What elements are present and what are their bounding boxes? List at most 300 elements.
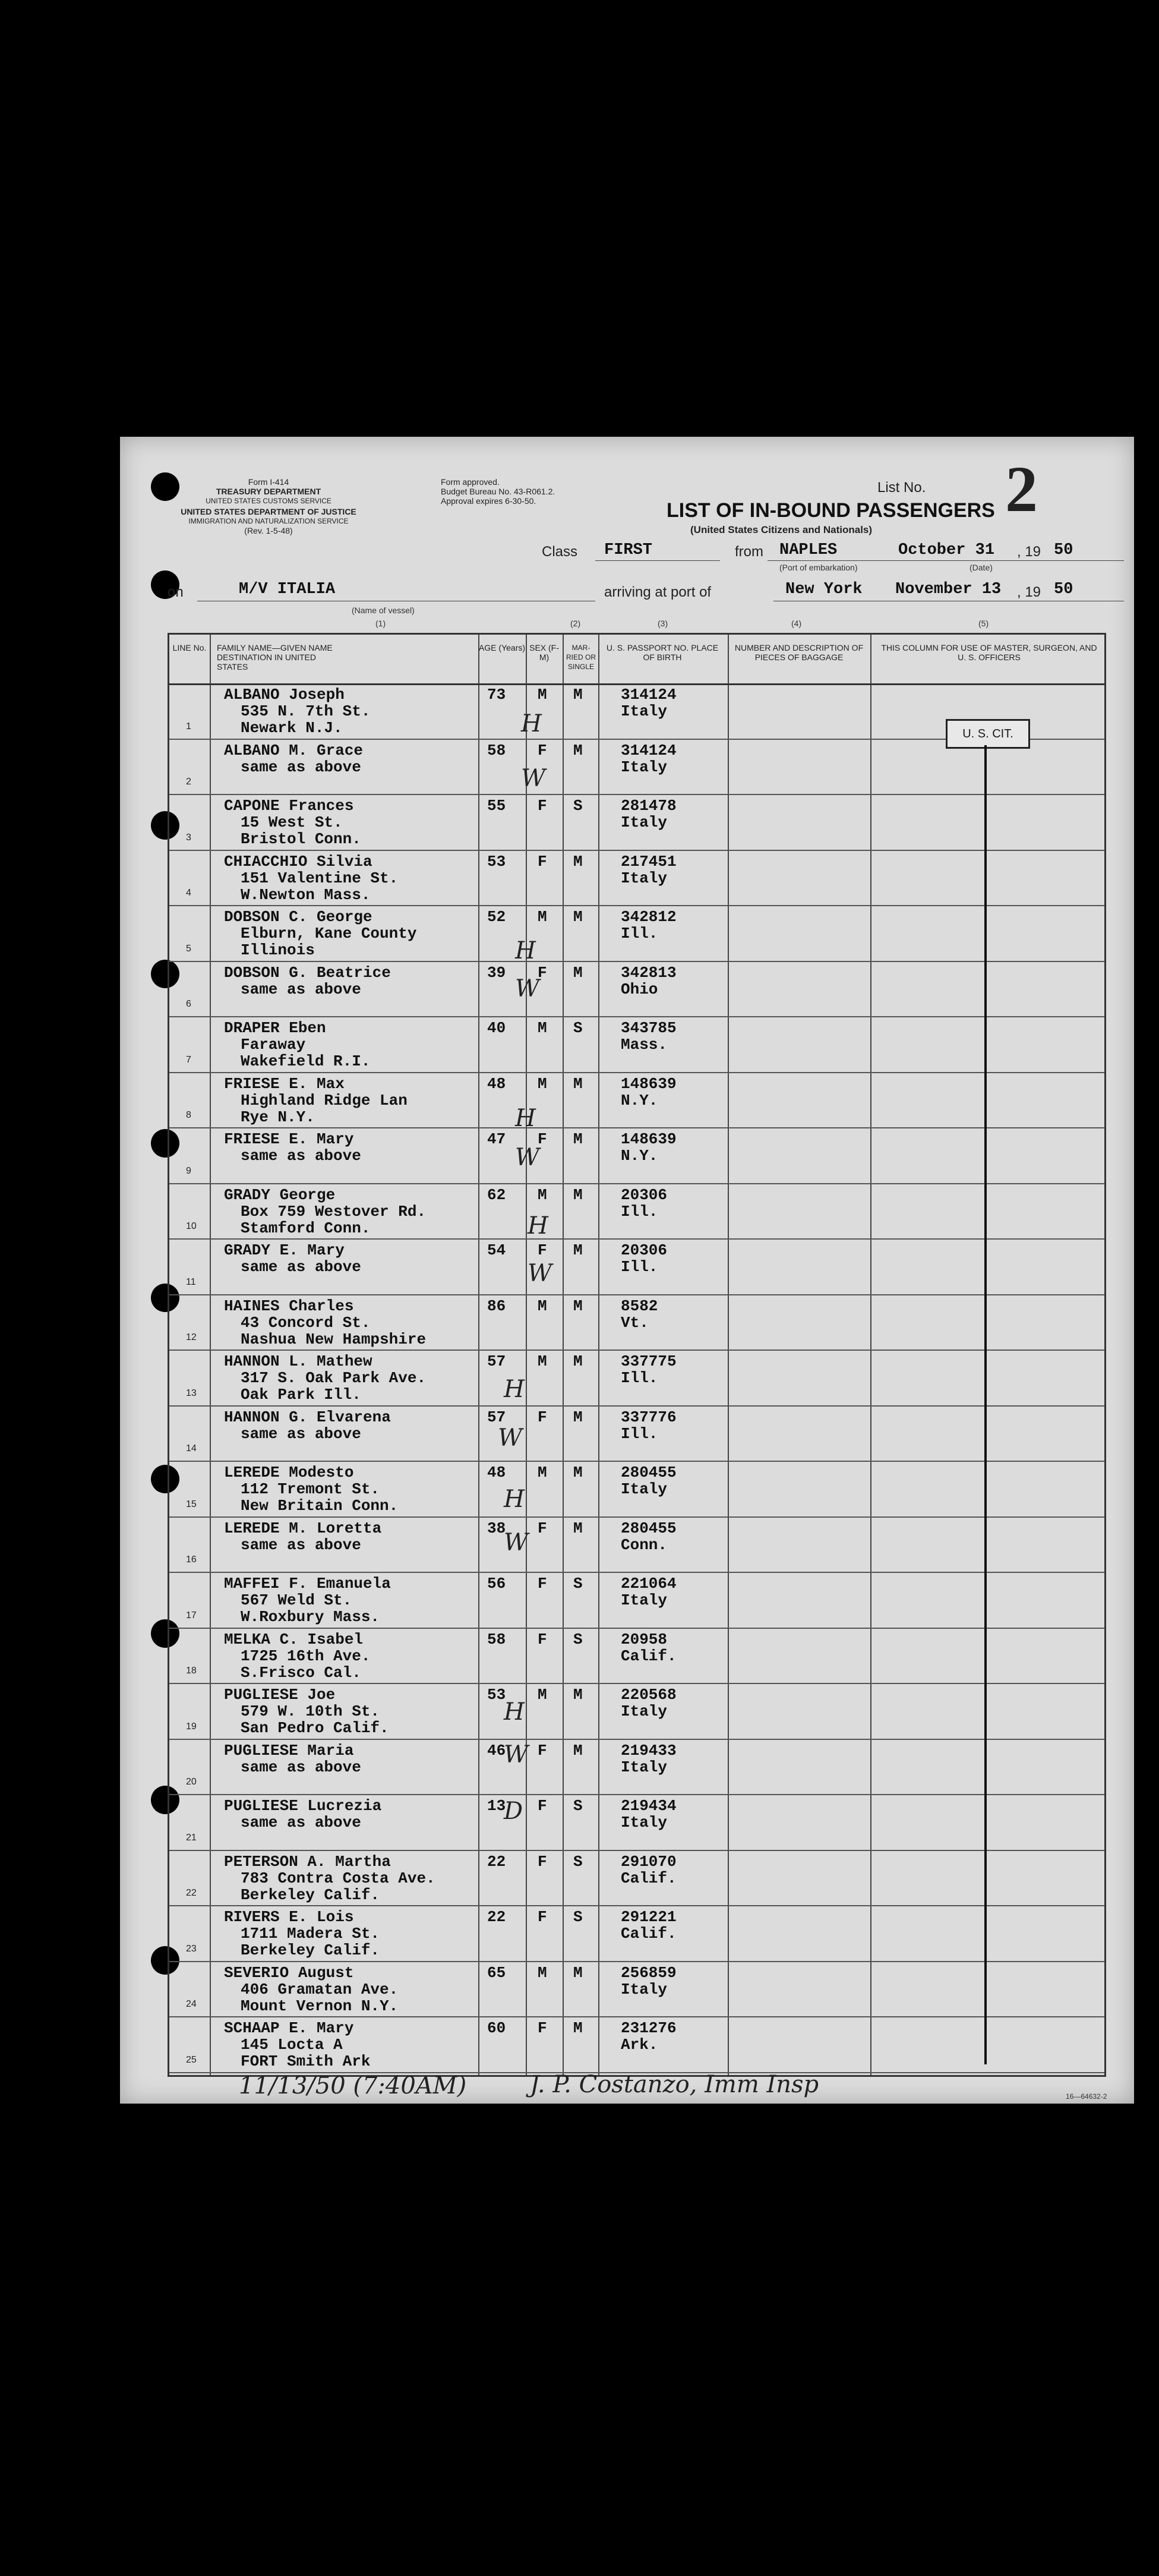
handwritten-mark: H bbox=[515, 1105, 536, 1132]
place-of-birth: Mass. bbox=[621, 1036, 668, 1054]
passport-number: 314124 bbox=[621, 686, 677, 704]
place-of-birth: Ill. bbox=[621, 1258, 658, 1276]
address-line-1: same as above bbox=[241, 1535, 361, 1554]
sex: F bbox=[538, 1408, 547, 1426]
age: 62 bbox=[487, 1185, 506, 1204]
inspector-signature: J. P. Costanzo, Imm Insp bbox=[530, 2071, 819, 2098]
sex: F bbox=[538, 1130, 547, 1148]
table-row bbox=[169, 1572, 1104, 1628]
header-sex: SEX (F-M) bbox=[529, 643, 559, 662]
line-number: 6 bbox=[186, 999, 191, 1009]
sex: M bbox=[538, 1352, 547, 1370]
place-of-birth: Ill. bbox=[621, 1369, 658, 1387]
line-number: 15 bbox=[186, 1499, 197, 1509]
line-number: 25 bbox=[186, 2054, 197, 2065]
address-line-1: same as above bbox=[241, 1814, 361, 1831]
table-row bbox=[169, 794, 1104, 850]
depart-year-prefix: , 19 bbox=[1017, 544, 1041, 560]
list-no-label: List No. bbox=[877, 480, 926, 496]
marital-status: S bbox=[573, 1852, 583, 1871]
place-of-birth: Italy bbox=[621, 1758, 668, 1776]
line-number: 19 bbox=[186, 1721, 197, 1732]
place-of-birth: Italy bbox=[621, 758, 668, 776]
marital-status: M bbox=[573, 1464, 583, 1481]
place-of-birth: Italy bbox=[621, 1702, 668, 1720]
col-number-2: (2) bbox=[570, 619, 581, 628]
age: 57 bbox=[487, 1352, 506, 1370]
us-citizen-stamp: U. S. CIT. bbox=[946, 719, 1030, 749]
from-label: from bbox=[735, 544, 763, 560]
marital-status: M bbox=[573, 908, 583, 926]
marital-status: S bbox=[573, 1908, 583, 1926]
marital-status: M bbox=[573, 1297, 583, 1315]
passenger-name: GRADY E. Mary bbox=[224, 1241, 345, 1259]
handwritten-mark: D bbox=[504, 1798, 523, 1825]
marital-status: M bbox=[573, 1352, 583, 1370]
header-officers: THIS COLUMN FOR USE OF MASTER, SURGEON, AND U. S. OFFICERS bbox=[881, 643, 1097, 662]
age: 54 bbox=[487, 1241, 506, 1259]
address-line-2: S.Frisco Cal. bbox=[241, 1663, 361, 1682]
address-line-2: Rye N.Y. bbox=[241, 1108, 315, 1126]
place-of-birth: Italy bbox=[621, 1814, 668, 1831]
table-row bbox=[169, 1128, 1104, 1184]
handwritten-mark: W bbox=[521, 765, 546, 792]
handwritten-mark: W bbox=[504, 1529, 529, 1556]
address-line-2: San Pedro Calif. bbox=[241, 1719, 389, 1737]
address-line-1: 783 Contra Costa Ave. bbox=[241, 1869, 435, 1887]
passenger-name: PUGLIESE Lucrezia bbox=[224, 1797, 382, 1815]
sex: F bbox=[538, 1797, 547, 1815]
arrival-year-prefix: , 19 bbox=[1017, 584, 1041, 600]
passport-number: 148639 bbox=[621, 1130, 677, 1148]
marital-status: S bbox=[573, 1630, 583, 1648]
place-of-birth: Italy bbox=[621, 1980, 668, 1998]
passport-number: 342813 bbox=[621, 963, 677, 982]
marital-status: M bbox=[573, 1519, 583, 1537]
marital-status: M bbox=[573, 1686, 583, 1704]
sex: F bbox=[538, 1852, 547, 1871]
marital-status: M bbox=[573, 963, 583, 982]
passenger-name: LEREDE Modesto bbox=[224, 1464, 354, 1481]
header-line-no: LINE No. bbox=[172, 643, 207, 652]
passenger-name: CHIACCHIO Silvia bbox=[224, 852, 372, 871]
class-label: Class bbox=[542, 544, 578, 560]
line-number: 7 bbox=[186, 1054, 191, 1065]
passport-number: 337776 bbox=[621, 1408, 677, 1426]
sex: F bbox=[538, 1908, 547, 1926]
passport-number: 231276 bbox=[621, 2019, 677, 2037]
handwritten-mark: W bbox=[528, 1260, 552, 1287]
stamp-line bbox=[984, 745, 987, 2064]
line-number: 8 bbox=[186, 1110, 191, 1120]
line-number: 13 bbox=[186, 1388, 197, 1398]
age: 86 bbox=[487, 1297, 506, 1315]
on-label: on bbox=[168, 584, 184, 600]
age: 73 bbox=[487, 686, 506, 704]
passport-number: 220568 bbox=[621, 1686, 677, 1704]
sex: F bbox=[538, 741, 547, 759]
age: 22 bbox=[487, 1908, 506, 1926]
address-line-2: Mount Vernon N.Y. bbox=[241, 1997, 399, 2015]
treasury-dept: TREASURY DEPARTMENT bbox=[216, 487, 321, 496]
address-line-2: W.Newton Mass. bbox=[241, 885, 371, 904]
handwritten-mark: H bbox=[504, 1698, 525, 1726]
sex: M bbox=[538, 1074, 547, 1093]
age: 22 bbox=[487, 1852, 506, 1871]
passenger-name: RIVERS E. Lois bbox=[224, 1908, 354, 1926]
address-line-1: 151 Valentine St. bbox=[241, 869, 399, 887]
age: 52 bbox=[487, 908, 506, 926]
passport-number: 342812 bbox=[621, 908, 677, 926]
address-line-1: same as above bbox=[241, 1424, 361, 1443]
place-of-birth: Italy bbox=[621, 1591, 668, 1609]
table-row bbox=[169, 906, 1104, 961]
passport-number: 280455 bbox=[621, 1464, 677, 1481]
table-row bbox=[169, 1739, 1104, 1795]
passenger-name: PUGLIESE Maria bbox=[224, 1741, 354, 1760]
address-line-2: Stamford Conn. bbox=[241, 1219, 371, 1237]
passenger-name: SCHAAP E. Mary bbox=[224, 2019, 354, 2037]
approval-expires: Approval expires 6-30-50. bbox=[441, 496, 536, 506]
age: 65 bbox=[487, 1963, 506, 1982]
sex: M bbox=[538, 908, 547, 926]
sex: F bbox=[538, 1630, 547, 1648]
budget-bureau: Budget Bureau No. 43-R061.2. bbox=[441, 487, 555, 496]
ins-service: IMMIGRATION AND NATURALIZATION SERVICE bbox=[188, 517, 349, 525]
sex: F bbox=[538, 852, 547, 871]
marital-status: M bbox=[573, 1408, 583, 1426]
age: 40 bbox=[487, 1019, 506, 1037]
passenger-name: CAPONE Frances bbox=[224, 797, 354, 815]
table-row bbox=[169, 850, 1104, 906]
table-row bbox=[169, 1461, 1104, 1517]
place-of-birth: Italy bbox=[621, 1480, 668, 1498]
age: 56 bbox=[487, 1575, 506, 1593]
passenger-name: DRAPER Eben bbox=[224, 1019, 326, 1037]
passport-number: 337775 bbox=[621, 1352, 677, 1370]
sex: M bbox=[538, 1185, 547, 1204]
passport-number: 20958 bbox=[621, 1630, 668, 1648]
passenger-name: HANNON L. Mathew bbox=[224, 1352, 372, 1370]
arriving-label: arriving at port of bbox=[604, 584, 712, 600]
col-number-3: (3) bbox=[658, 619, 668, 628]
table-row bbox=[169, 1628, 1104, 1684]
passport-number: 219433 bbox=[621, 1741, 677, 1760]
marital-status: M bbox=[573, 1074, 583, 1093]
age: 58 bbox=[487, 1630, 506, 1648]
passenger-name: FRIESE E. Max bbox=[224, 1074, 345, 1093]
class-value: FIRST bbox=[604, 541, 653, 559]
handwritten-mark: H bbox=[504, 1376, 525, 1403]
line-number: 22 bbox=[186, 1888, 197, 1898]
line-number: 11 bbox=[186, 1276, 196, 1287]
line-number: 20 bbox=[186, 1777, 197, 1787]
handwritten-mark: W bbox=[498, 1424, 523, 1452]
address-line-2: Nashua New Hampshire bbox=[241, 1330, 427, 1348]
marital-status: S bbox=[573, 797, 583, 815]
address-line-1: same as above bbox=[241, 980, 361, 998]
age: 47 bbox=[487, 1130, 506, 1148]
list-number: 2 bbox=[1005, 453, 1038, 525]
passport-number: 291070 bbox=[621, 1852, 677, 1871]
table-row bbox=[169, 1850, 1104, 1906]
passenger-name: PUGLIESE Joe bbox=[224, 1686, 336, 1704]
line-number: 24 bbox=[186, 1999, 197, 2009]
address-line-1: 535 N. 7th St. bbox=[241, 702, 371, 720]
table-row bbox=[169, 1184, 1104, 1240]
address-line-1: 406 Gramatan Ave. bbox=[241, 1980, 399, 1998]
marital-status: M bbox=[573, 1963, 583, 1982]
line-number: 17 bbox=[186, 1610, 197, 1620]
page-title: LIST OF IN-BOUND PASSENGERS bbox=[667, 499, 995, 522]
address-line-1: 1725 16th Ave. bbox=[241, 1647, 371, 1665]
address-line-1: Elburn, Kane County bbox=[241, 925, 417, 942]
sex: M bbox=[538, 1019, 547, 1037]
age: 53 bbox=[487, 1686, 506, 1704]
marital-status: M bbox=[573, 1130, 583, 1148]
marital-status: M bbox=[573, 1241, 583, 1259]
address-line-1: 145 Locta A bbox=[241, 2036, 343, 2054]
place-of-birth: Italy bbox=[621, 814, 668, 831]
address-line-1: 112 Tremont St. bbox=[241, 1480, 380, 1498]
place-of-birth: Italy bbox=[621, 869, 668, 887]
marital-status: M bbox=[573, 852, 583, 871]
col-number-1: (1) bbox=[375, 619, 386, 628]
header-baggage: NUMBER AND DESCRIPTION OF PIECES OF BAGGAGE bbox=[734, 643, 864, 662]
table-row bbox=[169, 961, 1104, 1017]
handwritten-mark: H bbox=[521, 710, 542, 737]
header-name: FAMILY NAME—GIVEN NAME DESTINATION IN UNITED STATES bbox=[217, 643, 333, 671]
page-subtitle: (United States Citizens and Nationals) bbox=[690, 524, 873, 535]
line-number: 2 bbox=[186, 777, 191, 787]
address-line-1: 43 Concord St. bbox=[241, 1313, 371, 1332]
handwritten-mark: W bbox=[504, 1741, 529, 1768]
line-number: 3 bbox=[186, 832, 191, 843]
table-row bbox=[169, 1017, 1104, 1073]
passport-number: 219434 bbox=[621, 1797, 677, 1815]
revision: (Rev. 1-5-48) bbox=[244, 526, 293, 535]
place-of-birth: Ill. bbox=[621, 925, 658, 942]
place-of-birth: Calif. bbox=[621, 1647, 677, 1665]
place-of-birth: Calif. bbox=[621, 1869, 677, 1887]
passport-number: 343785 bbox=[621, 1019, 677, 1037]
age: 39 bbox=[487, 963, 506, 982]
marital-status: S bbox=[573, 1019, 583, 1037]
vessel-name: M/V ITALIA bbox=[239, 581, 336, 598]
passenger-name: DOBSON C. George bbox=[224, 908, 372, 926]
sex: M bbox=[538, 686, 547, 704]
table-row bbox=[169, 2017, 1104, 2073]
address-line-2: Berkeley Calif. bbox=[241, 1941, 380, 1959]
sex: F bbox=[538, 2019, 547, 2037]
address-line-1: 579 W. 10th St. bbox=[241, 1702, 380, 1720]
line-number: 18 bbox=[186, 1666, 197, 1676]
address-line-2: Berkeley Calif. bbox=[241, 1886, 380, 1904]
age: 55 bbox=[487, 797, 506, 815]
address-line-1: same as above bbox=[241, 758, 361, 776]
address-line-2: Bristol Conn. bbox=[241, 830, 361, 848]
passenger-name: MELKA C. Isabel bbox=[224, 1630, 364, 1648]
table-row bbox=[169, 1073, 1104, 1128]
passenger-table bbox=[168, 633, 1106, 2077]
manifest-page bbox=[120, 437, 1134, 2104]
table-row bbox=[169, 1295, 1104, 1351]
form-number: Form I-414 bbox=[248, 477, 289, 487]
address-line-1: same as above bbox=[241, 1258, 361, 1276]
line-number: 10 bbox=[186, 1221, 197, 1231]
table-row bbox=[169, 1962, 1104, 2017]
binder-hole bbox=[151, 472, 179, 501]
arrival-port: New York bbox=[785, 581, 863, 598]
address-line-2: W.Roxbury Mass. bbox=[241, 1608, 380, 1626]
address-line-2: New Britain Conn. bbox=[241, 1497, 399, 1515]
line-number: 21 bbox=[186, 1832, 197, 1843]
sex: F bbox=[538, 797, 547, 815]
address-line-1: 567 Weld St. bbox=[241, 1591, 352, 1609]
address-line-1: same as above bbox=[241, 1758, 361, 1776]
line-number: 4 bbox=[186, 888, 191, 898]
passport-number: 256859 bbox=[621, 1963, 677, 1982]
depart-date: October 31 bbox=[898, 541, 995, 559]
sex: F bbox=[538, 963, 547, 982]
age: 46 bbox=[487, 1741, 506, 1760]
passport-number: 314124 bbox=[621, 741, 677, 759]
sex: F bbox=[538, 1741, 547, 1760]
line-number: 5 bbox=[186, 943, 191, 954]
age: 48 bbox=[487, 1464, 506, 1481]
passport-number: 221064 bbox=[621, 1575, 677, 1593]
customs-service: UNITED STATES CUSTOMS SERVICE bbox=[206, 497, 331, 505]
line-number: 12 bbox=[186, 1332, 197, 1342]
passenger-name: LEREDE M. Loretta bbox=[224, 1519, 382, 1537]
port-caption: (Port of embarkation) bbox=[779, 563, 858, 572]
sex: M bbox=[538, 1963, 547, 1982]
marital-status: M bbox=[573, 686, 583, 704]
place-of-birth: N.Y. bbox=[621, 1091, 658, 1109]
passenger-name: GRADY George bbox=[224, 1185, 336, 1204]
date-caption: (Date) bbox=[969, 563, 993, 572]
marital-status: M bbox=[573, 741, 583, 759]
place-of-birth: Conn. bbox=[621, 1535, 668, 1554]
header-married: MAR-RIED OR SINGLE bbox=[566, 644, 596, 671]
header-age: AGE (Years) bbox=[478, 643, 526, 652]
address-line-1: Faraway bbox=[241, 1036, 306, 1054]
address-line-2: Wakefield R.I. bbox=[241, 1052, 371, 1070]
passport-number: 281478 bbox=[621, 797, 677, 815]
place-of-birth: Ohio bbox=[621, 980, 658, 998]
table-row bbox=[169, 1906, 1104, 1962]
sex: F bbox=[538, 1519, 547, 1537]
passport-number: 8582 bbox=[621, 1297, 658, 1315]
sex: M bbox=[538, 1297, 547, 1315]
passport-number: 20306 bbox=[621, 1185, 668, 1204]
address-line-2: Newark N.J. bbox=[241, 719, 343, 737]
address-line-1: 317 S. Oak Park Ave. bbox=[241, 1369, 427, 1387]
passenger-name: ALBANO Joseph bbox=[224, 686, 345, 704]
place-of-birth: Vt. bbox=[621, 1313, 649, 1332]
handwritten-mark: H bbox=[504, 1486, 525, 1513]
address-line-2: Illinois bbox=[241, 941, 315, 959]
passport-number: 291221 bbox=[621, 1908, 677, 1926]
sex: F bbox=[538, 1575, 547, 1593]
place-of-birth: Calif. bbox=[621, 1925, 677, 1943]
passenger-name: ALBANO M. Grace bbox=[224, 741, 364, 759]
address-line-2: FORT Smith Ark bbox=[241, 2052, 371, 2070]
arrival-date: November 13 bbox=[895, 581, 1002, 598]
age: 48 bbox=[487, 1074, 506, 1093]
passport-number: 280455 bbox=[621, 1519, 677, 1537]
place-of-birth: Ark. bbox=[621, 2036, 658, 2054]
line-number: 14 bbox=[186, 1443, 197, 1453]
age: 60 bbox=[487, 2019, 506, 2037]
col-number-5: (5) bbox=[978, 619, 989, 628]
age: 38 bbox=[487, 1519, 506, 1537]
address-line-1: Highland Ridge Lan bbox=[241, 1091, 408, 1109]
line-number: 16 bbox=[186, 1555, 197, 1565]
passenger-name: HANNON G. Elvarena bbox=[224, 1408, 391, 1426]
vessel-caption: (Name of vessel) bbox=[352, 606, 415, 615]
passport-number: 217451 bbox=[621, 852, 677, 871]
sex: M bbox=[538, 1464, 547, 1481]
sex: F bbox=[538, 1241, 547, 1259]
line-number: 23 bbox=[186, 1943, 197, 1954]
place-of-birth: N.Y. bbox=[621, 1147, 658, 1165]
address-line-1: Box 759 Westover Rd. bbox=[241, 1202, 427, 1221]
marital-status: M bbox=[573, 1185, 583, 1204]
table-row bbox=[169, 1239, 1104, 1295]
col-number-4: (4) bbox=[791, 619, 802, 628]
table-row bbox=[169, 1517, 1104, 1573]
marital-status: M bbox=[573, 1741, 583, 1760]
passenger-name: PETERSON A. Martha bbox=[224, 1852, 391, 1871]
handwritten-mark: H bbox=[528, 1212, 548, 1240]
age: 53 bbox=[487, 852, 506, 871]
place-of-birth: Ill. bbox=[621, 1202, 658, 1221]
table-row bbox=[169, 1795, 1104, 1850]
handwritten-mark: H bbox=[515, 937, 536, 964]
table-row bbox=[169, 1406, 1104, 1462]
marital-status: S bbox=[573, 1575, 583, 1593]
form-code: 16—64632-2 bbox=[1066, 2092, 1107, 2101]
arrival-year: 50 bbox=[1054, 581, 1073, 598]
passenger-name: HAINES Charles bbox=[224, 1297, 354, 1315]
marital-status: S bbox=[573, 1797, 583, 1815]
handwritten-mark: W bbox=[515, 975, 540, 1002]
passenger-name: FRIESE E. Mary bbox=[224, 1130, 354, 1148]
table-row bbox=[169, 1683, 1104, 1739]
passport-number: 20306 bbox=[621, 1241, 668, 1259]
passenger-name: DOBSON G. Beatrice bbox=[224, 963, 391, 982]
port-of-embarkation: NAPLES bbox=[779, 541, 838, 559]
line-number: 9 bbox=[186, 1165, 191, 1176]
age: 13 bbox=[487, 1797, 506, 1815]
address-line-1: same as above bbox=[241, 1147, 361, 1165]
passenger-name: MAFFEI F. Emanuela bbox=[224, 1575, 391, 1593]
sex: M bbox=[538, 1686, 547, 1704]
header-passport: U. S. PASSPORT NO. PLACE OF BIRTH bbox=[606, 643, 719, 662]
age: 57 bbox=[487, 1408, 506, 1426]
address-line-1: 1711 Madera St. bbox=[241, 1925, 380, 1943]
form-approved: Form approved. bbox=[441, 477, 500, 487]
address-line-2: Oak Park Ill. bbox=[241, 1386, 361, 1404]
table-row bbox=[169, 1350, 1104, 1406]
justice-dept: UNITED STATES DEPARTMENT OF JUSTICE bbox=[181, 507, 356, 516]
depart-year: 50 bbox=[1054, 541, 1073, 559]
marital-status: M bbox=[573, 2019, 583, 2037]
handwritten-mark: W bbox=[515, 1144, 540, 1171]
place-of-birth: Italy bbox=[621, 702, 668, 720]
line-number: 1 bbox=[186, 721, 191, 732]
